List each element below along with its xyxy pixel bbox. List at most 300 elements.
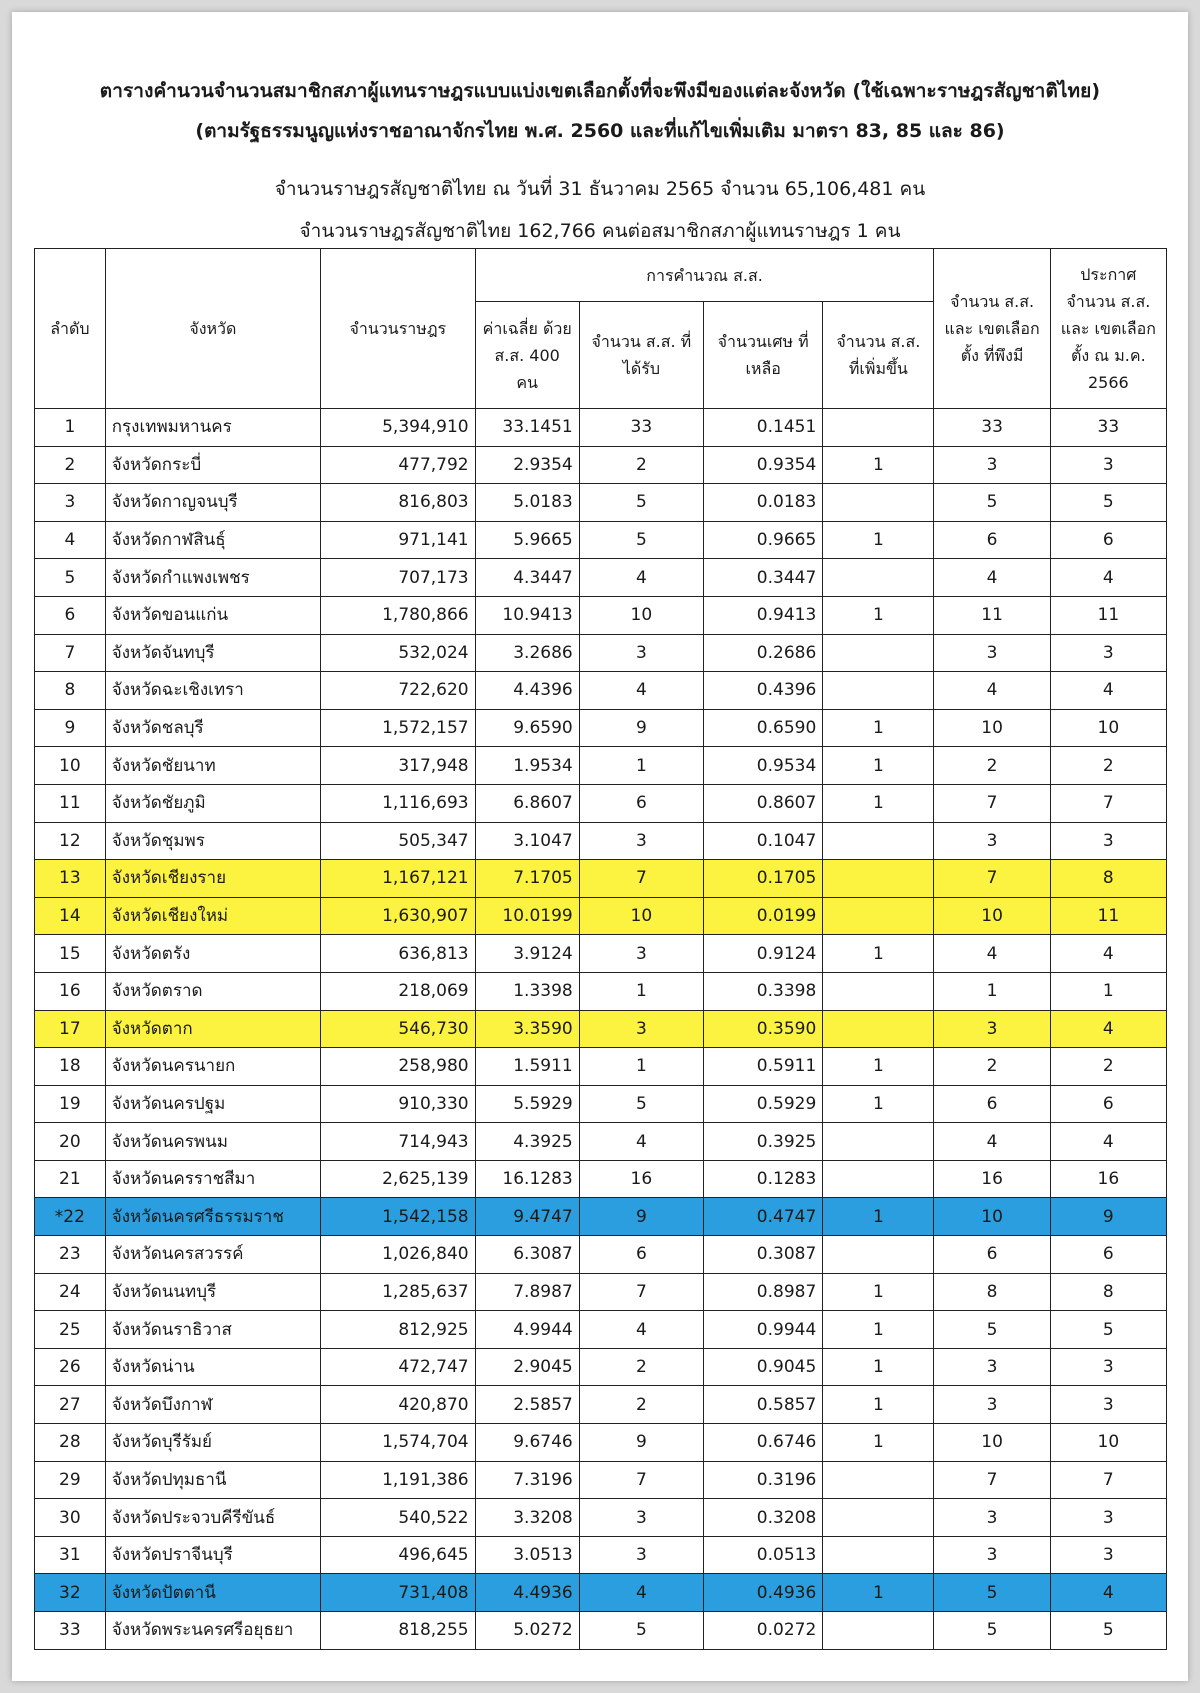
- table-body: [35, 409, 1167, 1650]
- cell-average: 3.9124: [475, 935, 579, 973]
- cell-mp-added: [823, 559, 934, 597]
- table-row: [35, 1499, 1167, 1537]
- cell-mp-added: 1: [823, 784, 934, 822]
- cell-province: จังหวัดน่าน: [105, 1348, 320, 1386]
- table-row: [35, 860, 1167, 898]
- cell-remainder: 0.9665: [704, 521, 823, 559]
- cell-mp-added: 1: [823, 1574, 934, 1612]
- table-row: [35, 1236, 1167, 1274]
- cell-remainder: 0.2686: [704, 634, 823, 672]
- table-row: [35, 446, 1167, 484]
- cell-remainder: 0.1047: [704, 822, 823, 860]
- cell-mp-total: 10: [934, 1198, 1050, 1236]
- cell-average: 7.3196: [475, 1461, 579, 1499]
- cell-average: 9.4747: [475, 1198, 579, 1236]
- table-row: [35, 634, 1167, 672]
- cell-order: 13: [35, 860, 106, 898]
- cell-order: 19: [35, 1085, 106, 1123]
- cell-remainder: 0.8607: [704, 784, 823, 822]
- cell-mp-total: 2: [934, 1048, 1050, 1086]
- cell-remainder: 0.6746: [704, 1424, 823, 1462]
- cell-announced: 5: [1050, 1612, 1166, 1650]
- cell-population: 532,024: [321, 634, 476, 672]
- cell-order: 24: [35, 1273, 106, 1311]
- cell-population: 505,347: [321, 822, 476, 860]
- cell-mp-received: 7: [579, 1461, 703, 1499]
- col-header-average: ค่าเฉลี่ย ด้วย ส.ส. 400 คน: [475, 302, 579, 409]
- cell-remainder: 0.9354: [704, 446, 823, 484]
- cell-remainder: 0.5929: [704, 1085, 823, 1123]
- cell-province: จังหวัดบึงกาฬ: [105, 1386, 320, 1424]
- cell-order: 23: [35, 1236, 106, 1274]
- cell-remainder: 0.0199: [704, 897, 823, 935]
- cell-province: จังหวัดนครนายก: [105, 1048, 320, 1086]
- cell-mp-total: 3: [934, 634, 1050, 672]
- cell-remainder: 0.9045: [704, 1348, 823, 1386]
- cell-order: 33: [35, 1612, 106, 1650]
- cell-mp-added: [823, 1461, 934, 1499]
- cell-mp-received: 2: [579, 1386, 703, 1424]
- cell-order: 21: [35, 1160, 106, 1198]
- table-row: [35, 822, 1167, 860]
- cell-average: 9.6590: [475, 709, 579, 747]
- cell-mp-total: 2: [934, 747, 1050, 785]
- cell-province: จังหวัดบุรีรัมย์: [105, 1424, 320, 1462]
- cell-mp-received: 4: [579, 559, 703, 597]
- col-header-announced: ประกาศ จำนวน ส.ส. และ เขตเลือกตั้ง ณ ม.ค. 2566: [1050, 249, 1166, 409]
- table-row: [35, 747, 1167, 785]
- cell-mp-total: 4: [934, 1123, 1050, 1161]
- cell-order: 27: [35, 1386, 106, 1424]
- cell-average: 1.5911: [475, 1048, 579, 1086]
- cell-announced: 4: [1050, 672, 1166, 710]
- cell-province: กรุงเทพมหานคร: [105, 409, 320, 447]
- table-row: [35, 1574, 1167, 1612]
- cell-mp-received: 3: [579, 822, 703, 860]
- cell-mp-added: 1: [823, 1424, 934, 1462]
- cell-average: 1.9534: [475, 747, 579, 785]
- cell-mp-added: [823, 1612, 934, 1650]
- cell-announced: 1: [1050, 972, 1166, 1010]
- cell-mp-added: [823, 822, 934, 860]
- cell-mp-total: 3: [934, 446, 1050, 484]
- cell-announced: 11: [1050, 596, 1166, 634]
- cell-mp-received: 7: [579, 1273, 703, 1311]
- cell-mp-received: 6: [579, 1236, 703, 1274]
- cell-remainder: 0.5857: [704, 1386, 823, 1424]
- table-row: [35, 709, 1167, 747]
- cell-population: 816,803: [321, 484, 476, 522]
- cell-mp-received: 5: [579, 521, 703, 559]
- cell-remainder: 0.3398: [704, 972, 823, 1010]
- cell-mp-added: 1: [823, 1048, 934, 1086]
- cell-announced: 6: [1050, 1236, 1166, 1274]
- table-row: [35, 484, 1167, 522]
- cell-population: 1,572,157: [321, 709, 476, 747]
- cell-mp-received: 16: [579, 1160, 703, 1198]
- table-row: [35, 1048, 1167, 1086]
- cell-mp-added: [823, 1010, 934, 1048]
- cell-announced: 11: [1050, 897, 1166, 935]
- cell-average: 2.9354: [475, 446, 579, 484]
- table-row: [35, 1461, 1167, 1499]
- cell-order: 16: [35, 972, 106, 1010]
- cell-average: 2.9045: [475, 1348, 579, 1386]
- cell-province: จังหวัดกาญจนบุรี: [105, 484, 320, 522]
- table-row: [35, 784, 1167, 822]
- cell-announced: 6: [1050, 1085, 1166, 1123]
- cell-order: 3: [35, 484, 106, 522]
- cell-average: 5.5929: [475, 1085, 579, 1123]
- cell-population: 1,630,907: [321, 897, 476, 935]
- cell-mp-total: 7: [934, 1461, 1050, 1499]
- cell-remainder: 0.5911: [704, 1048, 823, 1086]
- cell-population: 1,574,704: [321, 1424, 476, 1462]
- cell-mp-total: 4: [934, 559, 1050, 597]
- cell-population: 636,813: [321, 935, 476, 973]
- cell-province: จังหวัดประจวบคีรีขันธ์: [105, 1499, 320, 1537]
- cell-mp-received: 5: [579, 1085, 703, 1123]
- cell-order: 29: [35, 1461, 106, 1499]
- cell-province: จังหวัดฉะเชิงเทรา: [105, 672, 320, 710]
- cell-mp-total: 4: [934, 935, 1050, 973]
- cell-mp-added: [823, 634, 934, 672]
- cell-announced: 3: [1050, 1499, 1166, 1537]
- table-row: [35, 1612, 1167, 1650]
- cell-order: 1: [35, 409, 106, 447]
- cell-order: 12: [35, 822, 106, 860]
- cell-remainder: 0.4936: [704, 1574, 823, 1612]
- table-row: [35, 1311, 1167, 1349]
- cell-average: 4.4936: [475, 1574, 579, 1612]
- cell-province: จังหวัดนครสวรรค์: [105, 1236, 320, 1274]
- cell-mp-received: 3: [579, 935, 703, 973]
- cell-population: 1,026,840: [321, 1236, 476, 1274]
- cell-order: 14: [35, 897, 106, 935]
- population-total-note: จำนวนราษฎรสัญชาติไทย ณ วันที่ 31 ธันวาคม 2565 จำนวน 65,106,481 คน: [274, 178, 926, 200]
- cell-order: 2: [35, 446, 106, 484]
- cell-population: 258,980: [321, 1048, 476, 1086]
- cell-order: 9: [35, 709, 106, 747]
- col-header-population: จำนวนราษฎร: [321, 249, 476, 409]
- cell-announced: 3: [1050, 1386, 1166, 1424]
- cell-mp-added: [823, 1123, 934, 1161]
- cell-province: จังหวัดชัยนาท: [105, 747, 320, 785]
- table-row: [35, 409, 1167, 447]
- cell-average: 9.6746: [475, 1424, 579, 1462]
- cell-mp-added: [823, 484, 934, 522]
- cell-remainder: 0.4747: [704, 1198, 823, 1236]
- cell-population: 1,780,866: [321, 596, 476, 634]
- cell-mp-added: 1: [823, 521, 934, 559]
- cell-announced: 4: [1050, 1010, 1166, 1048]
- table-row: [35, 672, 1167, 710]
- cell-mp-received: 3: [579, 1499, 703, 1537]
- cell-mp-received: 5: [579, 1612, 703, 1650]
- cell-population: 2,625,139: [321, 1160, 476, 1198]
- cell-mp-total: 33: [934, 409, 1050, 447]
- document-title: ตารางคำนวนจำนวนสมาชิกสภาผู้แทนราษฎรแบบแบ่งเขตเลือกตั้งที่จะพึงมีของแต่ละจังหวัด (ใช้เฉพาะราษฎรสัญชาติไทย): [99, 80, 1101, 102]
- cell-mp-added: 1: [823, 446, 934, 484]
- cell-mp-received: 9: [579, 1198, 703, 1236]
- table-row: [35, 1123, 1167, 1161]
- cell-population: 812,925: [321, 1311, 476, 1349]
- cell-mp-total: 10: [934, 709, 1050, 747]
- cell-mp-added: 1: [823, 1348, 934, 1386]
- cell-order: 15: [35, 935, 106, 973]
- document-title-reference: (ตามรัฐธรรมนูญแห่งราชอาณาจักรไทย พ.ศ. 2560 และที่แก้ไขเพิ่มเติม มาตรา 83, 85 และ 86): [195, 120, 1005, 142]
- cell-province: จังหวัดตรัง: [105, 935, 320, 973]
- cell-province: จังหวัดเชียงใหม่: [105, 897, 320, 935]
- cell-order: 20: [35, 1123, 106, 1161]
- cell-population: 1,191,386: [321, 1461, 476, 1499]
- document-sheet: [12, 12, 1188, 1681]
- cell-average: 10.9413: [475, 596, 579, 634]
- cell-mp-total: 4: [934, 672, 1050, 710]
- cell-remainder: 0.8987: [704, 1273, 823, 1311]
- cell-average: 3.3590: [475, 1010, 579, 1048]
- cell-order: 28: [35, 1424, 106, 1462]
- cell-remainder: 0.3196: [704, 1461, 823, 1499]
- table-row: [35, 1348, 1167, 1386]
- cell-average: 5.0183: [475, 484, 579, 522]
- cell-average: 6.8607: [475, 784, 579, 822]
- col-header-remainder: จำนวนเศษ ที่เหลือ: [704, 302, 823, 409]
- cell-mp-total: 11: [934, 596, 1050, 634]
- cell-mp-received: 3: [579, 634, 703, 672]
- cell-mp-received: 9: [579, 709, 703, 747]
- cell-announced: 10: [1050, 709, 1166, 747]
- cell-mp-total: 6: [934, 1236, 1050, 1274]
- col-header-mp-total: จำนวน ส.ส. และ เขตเลือกตั้ง ที่พึงมี: [934, 249, 1050, 409]
- table-row: [35, 935, 1167, 973]
- cell-order: 18: [35, 1048, 106, 1086]
- cell-mp-added: [823, 1536, 934, 1574]
- cell-announced: 7: [1050, 1461, 1166, 1499]
- cell-population: 472,747: [321, 1348, 476, 1386]
- cell-mp-added: [823, 897, 934, 935]
- cell-announced: 6: [1050, 521, 1166, 559]
- cell-order: *22: [35, 1198, 106, 1236]
- cell-announced: 8: [1050, 1273, 1166, 1311]
- cell-average: 7.1705: [475, 860, 579, 898]
- cell-mp-added: 1: [823, 709, 934, 747]
- cell-average: 7.8987: [475, 1273, 579, 1311]
- cell-mp-received: 4: [579, 1123, 703, 1161]
- cell-mp-total: 3: [934, 822, 1050, 860]
- cell-province: จังหวัดนครศรีธรรมราช: [105, 1198, 320, 1236]
- cell-average: 2.5857: [475, 1386, 579, 1424]
- cell-province: จังหวัดกำแพงเพชร: [105, 559, 320, 597]
- cell-mp-received: 1: [579, 747, 703, 785]
- table-row: [35, 897, 1167, 935]
- cell-average: 4.9944: [475, 1311, 579, 1349]
- cell-announced: 3: [1050, 1348, 1166, 1386]
- cell-mp-total: 3: [934, 1386, 1050, 1424]
- cell-population: 722,620: [321, 672, 476, 710]
- cell-population: 910,330: [321, 1085, 476, 1123]
- cell-remainder: 0.1283: [704, 1160, 823, 1198]
- cell-population: 1,542,158: [321, 1198, 476, 1236]
- cell-population: 420,870: [321, 1386, 476, 1424]
- cell-mp-received: 4: [579, 1311, 703, 1349]
- cell-average: 3.3208: [475, 1499, 579, 1537]
- cell-mp-received: 10: [579, 596, 703, 634]
- cell-announced: 3: [1050, 822, 1166, 860]
- cell-province: จังหวัดตราด: [105, 972, 320, 1010]
- cell-average: 3.2686: [475, 634, 579, 672]
- cell-mp-received: 4: [579, 1574, 703, 1612]
- cell-population: 818,255: [321, 1612, 476, 1650]
- cell-mp-added: 1: [823, 1198, 934, 1236]
- table-row: [35, 559, 1167, 597]
- cell-order: 8: [35, 672, 106, 710]
- cell-remainder: 0.0183: [704, 484, 823, 522]
- mp-calculation-table: [34, 248, 1167, 1650]
- cell-mp-added: 1: [823, 1273, 934, 1311]
- cell-average: 3.1047: [475, 822, 579, 860]
- cell-announced: 3: [1050, 634, 1166, 672]
- cell-remainder: 0.3925: [704, 1123, 823, 1161]
- col-header-province: จังหวัด: [105, 249, 320, 409]
- cell-province: จังหวัดนราธิวาส: [105, 1311, 320, 1349]
- cell-announced: 5: [1050, 484, 1166, 522]
- cell-mp-total: 10: [934, 1424, 1050, 1462]
- cell-announced: 4: [1050, 559, 1166, 597]
- cell-average: 4.3925: [475, 1123, 579, 1161]
- cell-mp-total: 5: [934, 1612, 1050, 1650]
- cell-mp-added: 1: [823, 596, 934, 634]
- cell-order: 32: [35, 1574, 106, 1612]
- cell-mp-total: 7: [934, 784, 1050, 822]
- cell-order: 4: [35, 521, 106, 559]
- cell-remainder: 0.0513: [704, 1536, 823, 1574]
- col-header-mp-added: จำนวน ส.ส. ที่เพิ่มขึ้น: [823, 302, 934, 409]
- cell-average: 10.0199: [475, 897, 579, 935]
- cell-remainder: 0.4396: [704, 672, 823, 710]
- cell-population: 1,285,637: [321, 1273, 476, 1311]
- cell-announced: 4: [1050, 935, 1166, 973]
- cell-mp-received: 1: [579, 972, 703, 1010]
- cell-mp-received: 3: [579, 1536, 703, 1574]
- cell-remainder: 0.1705: [704, 860, 823, 898]
- table-row: [35, 1160, 1167, 1198]
- cell-population: 1,116,693: [321, 784, 476, 822]
- cell-order: 6: [35, 596, 106, 634]
- cell-population: 714,943: [321, 1123, 476, 1161]
- cell-mp-added: [823, 1499, 934, 1537]
- cell-population: 5,394,910: [321, 409, 476, 447]
- cell-announced: 33: [1050, 409, 1166, 447]
- cell-mp-total: 3: [934, 1348, 1050, 1386]
- cell-average: 4.4396: [475, 672, 579, 710]
- cell-province: จังหวัดนครปฐม: [105, 1085, 320, 1123]
- cell-mp-added: [823, 1160, 934, 1198]
- cell-mp-received: 2: [579, 1348, 703, 1386]
- cell-announced: 7: [1050, 784, 1166, 822]
- cell-order: 26: [35, 1348, 106, 1386]
- cell-mp-added: 1: [823, 1311, 934, 1349]
- cell-mp-total: 5: [934, 1311, 1050, 1349]
- cell-announced: 5: [1050, 1311, 1166, 1349]
- cell-population: 317,948: [321, 747, 476, 785]
- cell-remainder: 0.6590: [704, 709, 823, 747]
- cell-remainder: 0.0272: [704, 1612, 823, 1650]
- cell-announced: 2: [1050, 747, 1166, 785]
- cell-mp-added: 1: [823, 1386, 934, 1424]
- cell-mp-added: [823, 1236, 934, 1274]
- cell-mp-total: 16: [934, 1160, 1050, 1198]
- cell-mp-total: 3: [934, 1536, 1050, 1574]
- cell-order: 10: [35, 747, 106, 785]
- cell-order: 17: [35, 1010, 106, 1048]
- cell-population: 218,069: [321, 972, 476, 1010]
- cell-announced: 2: [1050, 1048, 1166, 1086]
- cell-mp-received: 9: [579, 1424, 703, 1462]
- cell-province: จังหวัดขอนแก่น: [105, 596, 320, 634]
- cell-population: 1,167,121: [321, 860, 476, 898]
- cell-remainder: 0.1451: [704, 409, 823, 447]
- cell-remainder: 0.9534: [704, 747, 823, 785]
- cell-mp-total: 5: [934, 484, 1050, 522]
- cell-population: 546,730: [321, 1010, 476, 1048]
- cell-average: 4.3447: [475, 559, 579, 597]
- table-row: [35, 596, 1167, 634]
- col-header-mp-received: จำนวน ส.ส. ที่ได้รับ: [579, 302, 703, 409]
- population-per-mp-note: จำนวนราษฎรสัญชาติไทย 162,766 คนต่อสมาชิกสภาผู้แทนราษฎร 1 คน: [299, 220, 901, 242]
- cell-announced: 4: [1050, 1123, 1166, 1161]
- cell-mp-received: 6: [579, 784, 703, 822]
- table-row: [35, 972, 1167, 1010]
- cell-remainder: 0.3590: [704, 1010, 823, 1048]
- table-row: [35, 521, 1167, 559]
- cell-mp-received: 5: [579, 484, 703, 522]
- cell-order: 11: [35, 784, 106, 822]
- cell-mp-added: [823, 860, 934, 898]
- cell-province: จังหวัดกาฬสินธุ์: [105, 521, 320, 559]
- table-row: [35, 1386, 1167, 1424]
- cell-announced: 9: [1050, 1198, 1166, 1236]
- cell-population: 540,522: [321, 1499, 476, 1537]
- cell-mp-total: 3: [934, 1499, 1050, 1537]
- cell-mp-received: 33: [579, 409, 703, 447]
- cell-mp-added: 1: [823, 1085, 934, 1123]
- cell-mp-received: 2: [579, 446, 703, 484]
- cell-mp-added: 1: [823, 935, 934, 973]
- cell-mp-total: 1: [934, 972, 1050, 1010]
- cell-population: 971,141: [321, 521, 476, 559]
- cell-announced: 16: [1050, 1160, 1166, 1198]
- cell-average: 33.1451: [475, 409, 579, 447]
- cell-order: 31: [35, 1536, 106, 1574]
- table-row: [35, 1198, 1167, 1236]
- cell-order: 30: [35, 1499, 106, 1537]
- cell-remainder: 0.3447: [704, 559, 823, 597]
- cell-mp-received: 10: [579, 897, 703, 935]
- cell-mp-total: 8: [934, 1273, 1050, 1311]
- table-row: [35, 1536, 1167, 1574]
- cell-average: 16.1283: [475, 1160, 579, 1198]
- cell-province: จังหวัดกระบี่: [105, 446, 320, 484]
- cell-mp-received: 3: [579, 1010, 703, 1048]
- cell-remainder: 0.9413: [704, 596, 823, 634]
- cell-mp-total: 6: [934, 521, 1050, 559]
- cell-order: 7: [35, 634, 106, 672]
- cell-mp-added: [823, 972, 934, 1010]
- cell-average: 3.0513: [475, 1536, 579, 1574]
- table-row: [35, 1010, 1167, 1048]
- cell-mp-received: 1: [579, 1048, 703, 1086]
